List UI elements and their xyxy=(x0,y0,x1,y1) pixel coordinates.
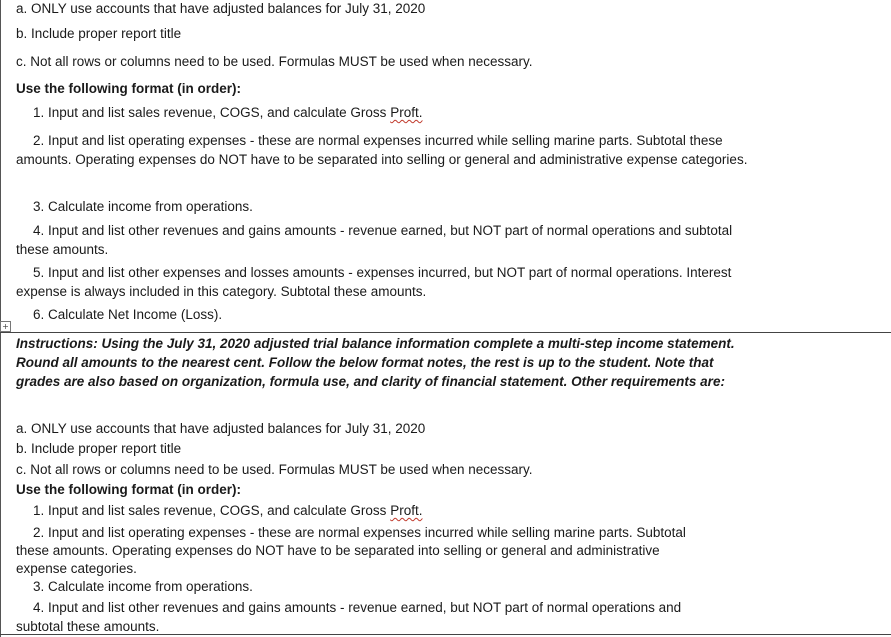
format-step-4-line-2: subtotal these amounts. xyxy=(16,619,160,634)
misspelled-word[interactable]: Proft. xyxy=(390,503,423,518)
instructions-line-1: Instructions: Using the July 31, 2020 adjusted trial balance information complete a multi-step income statement. xyxy=(16,336,735,351)
requirement-b: b. Include proper report title xyxy=(16,26,182,41)
requirement-a: a. ONLY use accounts that have adjusted balances for July 31, 2020 xyxy=(16,1,426,16)
format-step-2-line-2: amounts. Operating expenses do NOT have to be separated into selling or general and administrative expense categories. xyxy=(16,152,748,167)
format-step-2-line-3: expense categories. xyxy=(16,561,137,576)
format-step-1 xyxy=(33,502,422,519)
format-step-4-line-2: these amounts. xyxy=(16,242,109,257)
misspelled-word[interactable]: Proft. xyxy=(390,105,423,120)
instructions-line-3: grades are also based on organization, formula use, and clarity of financial statement. Other requirements are: xyxy=(16,374,725,389)
move-handle-icon[interactable]: + xyxy=(0,321,11,332)
format-heading: Use the following format (in order): xyxy=(16,482,241,497)
format-step-4-line-1: 4. Input and list other revenues and gains amounts - revenue earned, but NOT part of normal operations and xyxy=(33,600,682,615)
format-step-2-line-1: 2. Input and list operating expenses - these are normal expenses incurred while selling marine parts. Subtotal these xyxy=(33,133,723,148)
requirement-c: c. Not all rows or columns need to be used. Formulas MUST be used when necessary. xyxy=(16,462,533,477)
format-step-2-line-2: these amounts. Operating expenses do NOT have to be separated into selling or general and administrative xyxy=(16,543,660,558)
left-border-bottom xyxy=(0,332,1,637)
format-step-1 xyxy=(33,104,422,121)
format-heading: Use the following format (in order): xyxy=(16,81,241,96)
step-1-text: 1. Input and list sales revenue, COGS, and calculate Gross xyxy=(33,105,391,120)
requirement-a: a. ONLY use accounts that have adjusted balances for July 31, 2020 xyxy=(16,421,426,436)
format-step-6: 6. Calculate Net Income (Loss). xyxy=(33,307,223,322)
requirement-c: c. Not all rows or columns need to be used. Formulas MUST be used when necessary. xyxy=(16,54,533,69)
format-step-5-line-1: 5. Input and list other expenses and losses amounts - expenses incurred, but NOT part of normal operations. Interest xyxy=(33,265,732,280)
format-step-4-line-1: 4. Input and list other revenues and gains amounts - revenue earned, but NOT part of normal operations and subtotal xyxy=(33,223,733,238)
step-1-text: 1. Input and list sales revenue, COGS, and calculate Gross xyxy=(33,503,391,518)
format-step-2-line-1: 2. Input and list operating expenses - these are normal expenses incurred while selling marine parts. Subtotal xyxy=(33,525,686,540)
left-border-top xyxy=(0,0,1,332)
format-step-3: 3. Calculate income from operations. xyxy=(33,579,253,594)
section-divider xyxy=(0,332,891,333)
requirement-b: b. Include proper report title xyxy=(16,441,182,456)
format-step-3: 3. Calculate income from operations. xyxy=(33,199,253,214)
instructions-line-2: Round all amounts to the nearest cent. Follow the below format notes, the rest is up to the student. Note that xyxy=(16,355,714,370)
format-step-5-line-2: expense is always included in this category. Subtotal these amounts. xyxy=(16,284,427,299)
